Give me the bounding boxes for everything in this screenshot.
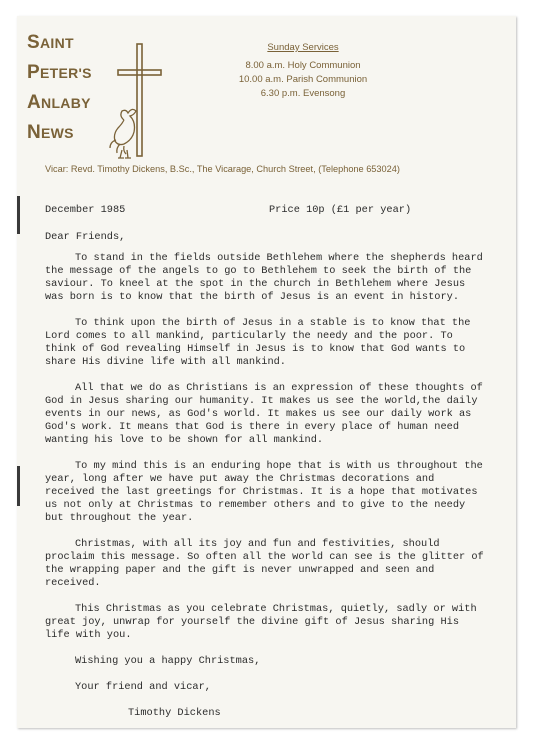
letter-closing: Your friend and vicar,	[75, 681, 211, 693]
letter-salutation: Dear Friends,	[45, 231, 126, 243]
service-item: 8.00 a.m. Holy Communion	[245, 60, 361, 71]
issue-date: December 1985	[45, 204, 126, 216]
masthead-title	[27, 28, 117, 148]
letter-body	[45, 252, 485, 720]
service-item: 6.30 p.m. Evensong	[260, 88, 346, 99]
letter-signature: Timothy Dickens	[128, 707, 221, 719]
masthead-line-news: NEWS	[27, 122, 74, 143]
services-heading: Sunday Services	[267, 42, 339, 53]
letter-paragraph: To stand in the fields outside Bethlehem where the shepherds heard the message of the angels to go to Bethlehem to seek the birth of the saviour. To kneel at the spot in the church in Bethlehem where Jesus was born is to know that the birth of Jesus is an event in history.	[45, 252, 483, 303]
service-item: 10.00 a.m. Parish Communion	[238, 74, 368, 85]
letter-paragraph: To think upon the birth of Jesus in a stable is to know that the Lord comes to all mankind, particularly the needy and the poor. To think of God revealing Himself in Jesus is to know that God wants to share His divine life with all mankind.	[45, 317, 471, 368]
letter-wishing: Wishing you a happy Christmas,	[75, 655, 261, 667]
letter-paragraph: Christmas, with all its joy and fun and festivities, should proclaim this message. So often all the world can see is the glitter of the wrapping paper and the gift is never unwrapped and seen and received.	[45, 538, 484, 589]
masthead-line-saint: SAINT	[27, 32, 74, 53]
letter-paragraph: To my mind this is an enduring hope that is with us throughout the year, long after we have put away the Christmas decorations and received the last greetings for Christmas. It is a hope that motivates us not only at Christmas to remember others and to give to the needy but throughout the year.	[45, 460, 483, 524]
staple-mark-bottom	[17, 466, 20, 506]
masthead-line-peters: PETER'S	[27, 62, 92, 83]
vicar-address: Vicar: Revd. Timothy Dickens, B.Sc., The Vicarage, Church Street, (Telephone 653024)	[45, 164, 400, 174]
letter-paragraph: All that we do as Christians is an expression of these thoughts of God in Jesus sharing our humanity. It makes us see the world,the daily events in our news, as God's world. It makes us see our daily work as God's work. It means that God is there in every place of human need wanting his love to be shown for all mankind.	[45, 382, 483, 446]
staple-mark-top	[17, 196, 20, 234]
issue-price: Price 10p (£1 per year)	[269, 204, 412, 216]
cross-and-rooster-icon	[108, 40, 168, 165]
letter-paragraph: This Christmas as you celebrate Christmas, quietly, sadly or with great joy, unwrap for yourself the divine gift of Jesus sharing His life with you.	[45, 603, 477, 641]
sunday-services	[208, 42, 398, 101]
masthead-line-anlaby: ANLABY	[27, 92, 91, 113]
